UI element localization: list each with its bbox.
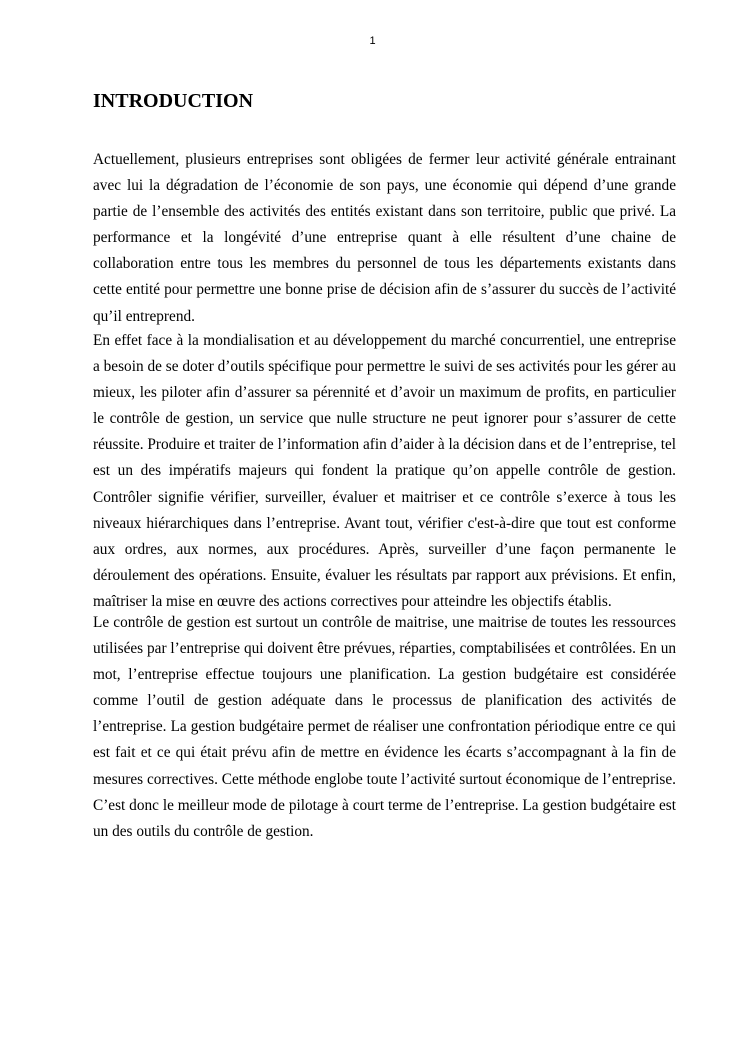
paragraph: En effet face à la mondialisation et au développement du marché concurrentiel, une entreprise a besoin de se doter d’outils spécifique pour permettre le suivi de ses activités pour les gérer au mieux, les piloter afin d’assurer sa pérennité et d’avoir un maximum de profits, en particulier le contrôle de gestion, un service que nulle structure ne peut ignorer pour s’assurer de cette réussite. Produire et traiter de l’information afin d’aider à la décision dans et de l’entreprise, tel est un des impératifs majeurs qui fondent la pratique qu’on appelle contrôle de gestion. Contrôler signifie vérifier, surveiller, évaluer et maitriser et ce contrôle s’exerce à tous les niveaux hiérarchiques dans l’entreprise. Avant tout, vérifier c'est-à-dire que tout est conforme aux ordres, aux normes, aux procédures. Après, surveiller d’une façon permanente le déroulement des opérations. Ensuite, évaluer les résultats par rapport aux prévisions. Et enfin, maîtriser la mise en œuvre des actions correctives pour atteindre les objectifs établis. bbox=[93, 332, 676, 610]
section-heading: INTRODUCTION bbox=[93, 90, 254, 112]
paragraph: Actuellement, plusieurs entreprises sont obligées de fermer leur activité générale entrainant avec lui la dégradation de l’économie de son pays, une économie qui dépend d’une grande partie de l’ensemble des activités des entités existant dans son territoire, public que privé. La performance et la longévité d’une entreprise quant à elle résultent d’une chaine de collaboration entre tous les membres du personnel de tous les départements existants dans cette entité pour permettre une bonne prise de décision afin de s’assurer du succès de l’activité qu’il entreprend. bbox=[93, 151, 676, 325]
paragraph: Le contrôle de gestion est surtout un contrôle de maitrise, une maitrise de toutes les ressources utilisées par l’entreprise qui doivent être prévues, réparties, comptabilisées et contrôlées. En un mot, l’entreprise effectue toujours une planification. La gestion budgétaire est considérée comme l’outil de gestion adéquate dans le processus de planification des activités de l’entreprise. La gestion budgétaire permet de réaliser une confrontation périodique entre ce qui est fait et ce qui était prévu afin de mettre en évidence les écarts s’accompagnant à la fin de mesures correctives. Cette méthode englobe toute l’activité surtout économique de l’entreprise. C’est donc le meilleur mode de pilotage à court terme de l’entreprise. La gestion budgétaire est un des outils du contrôle de gestion. bbox=[93, 614, 676, 840]
page-number: 1 bbox=[369, 35, 376, 47]
